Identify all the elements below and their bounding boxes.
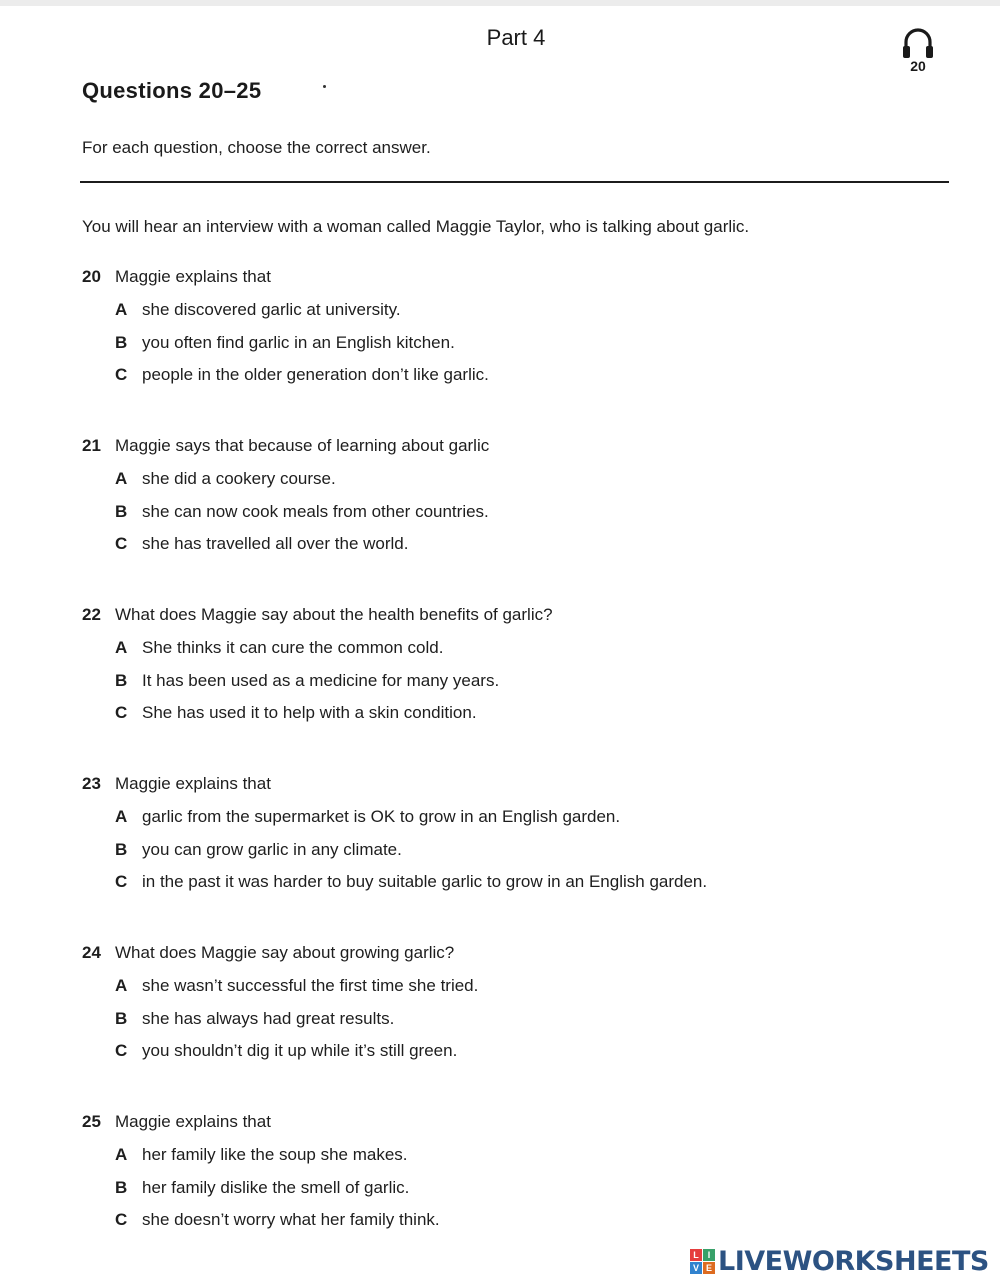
question-stem — [82, 942, 942, 975]
answer-option-a[interactable] — [82, 468, 942, 501]
option-text: She thinks it can cure the common cold. — [142, 638, 444, 657]
answer-option-c[interactable] — [82, 364, 942, 397]
question-number: 20 — [82, 267, 101, 286]
question-stem — [82, 266, 942, 299]
option-letter: B — [115, 1177, 128, 1197]
option-text: She has used it to help with a skin condition. — [142, 703, 477, 722]
instruction-text: For each question, choose the correct answer. — [82, 138, 431, 157]
option-text: you can grow garlic in any climate. — [142, 839, 402, 859]
liveworksheets-wordmark: LIVEWORKSHEETS — [718, 1246, 989, 1277]
logo-tile: I — [703, 1249, 715, 1261]
question-stem — [82, 773, 942, 806]
question-number: 24 — [82, 943, 101, 962]
answer-option-b[interactable] — [82, 1008, 942, 1041]
headphones-icon — [900, 26, 936, 60]
option-text: It has been used as a medicine for many years. — [142, 670, 500, 690]
answer-option-b[interactable] — [82, 501, 942, 534]
question-text: Maggie explains that — [115, 774, 271, 793]
option-letter: C — [115, 365, 128, 384]
option-letter: C — [115, 703, 128, 722]
answer-option-a[interactable] — [82, 806, 942, 839]
page-top-edge — [0, 0, 1000, 6]
question-23 — [82, 773, 942, 904]
liveworksheets-logo — [690, 1246, 989, 1277]
answer-option-a[interactable] — [82, 975, 942, 1008]
question-number: 25 — [82, 1112, 101, 1131]
logo-tile: V — [690, 1262, 702, 1274]
option-letter: A — [115, 638, 128, 657]
question-stem — [82, 1111, 942, 1144]
answer-option-b[interactable] — [82, 839, 942, 872]
question-text: Maggie explains that — [115, 1112, 271, 1131]
option-letter: A — [115, 807, 128, 826]
answer-option-a[interactable] — [82, 1144, 942, 1177]
answer-option-b[interactable] — [82, 332, 942, 365]
question-number: 21 — [82, 436, 101, 455]
option-letter: C — [115, 1041, 128, 1060]
question-text: What does Maggie say about the health benefits of garlic? — [115, 605, 553, 624]
option-letter: C — [115, 1210, 128, 1229]
question-stem — [82, 435, 942, 468]
option-letter: C — [115, 534, 128, 553]
question-text: Maggie says that because of learning about garlic — [115, 436, 490, 455]
question-number: 23 — [82, 774, 101, 793]
option-letter: B — [115, 332, 128, 352]
option-letter: B — [115, 501, 128, 521]
questions-heading: Questions 20–25 — [82, 78, 262, 103]
option-letter: B — [115, 670, 128, 690]
option-text: people in the older generation don’t like garlic. — [142, 365, 489, 384]
option-text: her family like the soup she makes. — [142, 1145, 408, 1164]
question-20 — [82, 266, 942, 397]
liveworksheets-logo-mark — [690, 1249, 715, 1274]
answer-option-c[interactable] — [82, 702, 942, 735]
option-letter: A — [115, 300, 128, 319]
option-letter: A — [115, 976, 128, 995]
option-letter: C — [115, 872, 128, 891]
option-letter: A — [115, 469, 128, 488]
scan-speck — [323, 85, 326, 88]
option-text: in the past it was harder to buy suitable garlic to grow in an English garden. — [142, 872, 708, 891]
audio-track-badge[interactable] — [896, 26, 940, 74]
option-text: she wasn’t successful the first time she tried. — [142, 976, 479, 995]
answer-option-b[interactable] — [82, 1177, 942, 1210]
question-21 — [82, 435, 942, 566]
option-text: she has always had great results. — [142, 1008, 395, 1028]
section-divider — [80, 181, 949, 183]
option-letter: A — [115, 1145, 128, 1164]
question-text: What does Maggie say about growing garlic? — [115, 943, 455, 962]
question-25 — [82, 1111, 942, 1242]
option-text: garlic from the supermarket is OK to grow in an English garden. — [142, 807, 621, 826]
option-text: she has travelled all over the world. — [142, 534, 409, 553]
answer-option-c[interactable] — [82, 533, 942, 566]
answer-option-c[interactable] — [82, 871, 942, 904]
option-text: she did a cookery course. — [142, 469, 336, 488]
option-text: she discovered garlic at university. — [142, 300, 401, 319]
answer-option-a[interactable] — [82, 299, 942, 332]
option-letter: B — [115, 1008, 128, 1028]
logo-tile: E — [703, 1262, 715, 1274]
option-letter: B — [115, 839, 128, 859]
question-22 — [82, 604, 942, 735]
option-text: her family dislike the smell of garlic. — [142, 1177, 410, 1197]
answer-option-b[interactable] — [82, 670, 942, 703]
track-number: 20 — [910, 58, 926, 74]
part-title: Part 4 — [486, 25, 546, 50]
answer-option-c[interactable] — [82, 1209, 942, 1242]
option-text: you often find garlic in an English kitchen. — [142, 332, 455, 352]
question-number: 22 — [82, 605, 101, 624]
option-text: you shouldn’t dig it up while it’s still green. — [142, 1041, 458, 1060]
answer-option-a[interactable] — [82, 637, 942, 670]
question-text: Maggie explains that — [115, 267, 271, 286]
option-text: she can now cook meals from other countries. — [142, 501, 489, 521]
logo-tile: L — [690, 1249, 702, 1261]
answer-option-c[interactable] — [82, 1040, 942, 1073]
intro-text: You will hear an interview with a woman called Maggie Taylor, who is talking about garlic. — [82, 217, 750, 236]
question-24 — [82, 942, 942, 1073]
option-text: she doesn’t worry what her family think. — [142, 1210, 440, 1229]
question-stem — [82, 604, 942, 637]
